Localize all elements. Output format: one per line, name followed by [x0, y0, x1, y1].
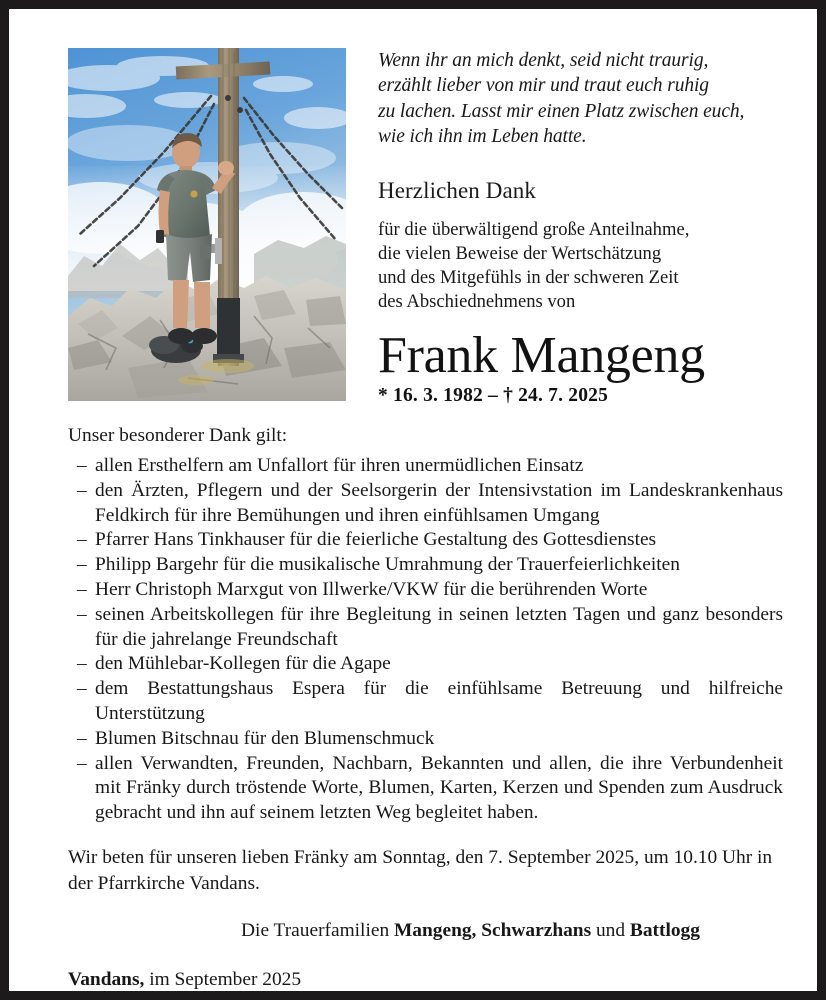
- place-and-date: [68, 967, 783, 991]
- deceased-dates: * 16. 3. 1982 – † 24. 7. 2025: [378, 385, 609, 407]
- special-thanks-intro: Unser besonderer Dank gilt:: [68, 425, 288, 446]
- obituary-page: [9, 9, 817, 991]
- list-item: [68, 479, 783, 529]
- memorial-poem: [378, 48, 783, 150]
- families-prefix: Die Trauerfamilien: [241, 920, 394, 942]
- list-item: [68, 652, 783, 677]
- summit-cross-illustration: [68, 48, 346, 401]
- list-item-text: dem Bestattungshaus Espera für die einfühlsame Betreuung und hilfreiche Unterstützung: [95, 678, 783, 724]
- bullet-dash-icon: –: [77, 653, 87, 675]
- place-name: Vandans,: [68, 969, 145, 991]
- mourning-families: [68, 918, 783, 943]
- poem-line-3: zu lachen. Lasst mir einen Platz zwischen euch,: [378, 100, 745, 122]
- body-section: [68, 423, 783, 991]
- list-item-text: Blumen Bitschnau für den Blumenschmuck: [95, 727, 435, 749]
- special-thanks-list: [68, 454, 783, 826]
- list-item-text: den Mühlebar-Kollegen für die Agape: [95, 653, 391, 675]
- thanks-body-line-2: die vielen Beweise der Wertschätzung: [378, 242, 662, 264]
- thanks-body-line-1: für die überwältigend große Anteilnahme,: [378, 218, 690, 240]
- bullet-dash-icon: –: [77, 479, 87, 501]
- list-item: [68, 528, 783, 553]
- bullet-dash-icon: –: [77, 603, 87, 625]
- list-item: [68, 603, 783, 653]
- list-item-text: Philipp Bargehr für die musikalische Umrahmung der Trauerfeierlichkeiten: [95, 554, 680, 576]
- bullet-dash-icon: –: [77, 578, 87, 600]
- service-announcement: Wir beten für unseren lieben Fränky am Sonntag, den 7. September 2025, um 10.10 Uhr in der Pfarrkirche Vandans.: [68, 846, 773, 894]
- deceased-name: Frank Mangeng: [378, 327, 705, 385]
- bullet-dash-icon: –: [77, 554, 87, 576]
- family-name-1: Mangeng, Schwarzhans: [393, 920, 592, 942]
- thanks-body-line-3: und des Mitgefühls in der schweren Zeit: [378, 267, 679, 289]
- list-item: [68, 677, 783, 727]
- bullet-dash-icon: –: [77, 529, 87, 551]
- list-item-text: allen Ersthelfern am Unfallort für ihren unermüdlichen Einsatz: [95, 455, 584, 476]
- right-column: [378, 9, 783, 407]
- list-item: [68, 578, 783, 603]
- bullet-dash-icon: –: [77, 678, 87, 700]
- list-item-text: Pfarrer Hans Tinkhauser für die feierliche Gestaltung des Gottesdienstes: [95, 529, 657, 551]
- families-conjunction: und: [591, 920, 630, 942]
- poem-line-1: Wenn ihr an mich denkt, seid nicht traurig,: [378, 50, 709, 71]
- list-item-text: Herr Christoph Marxgut von Illwerke/VKW für die berührenden Worte: [95, 578, 648, 600]
- poem-line-4: wie ich ihn im Leben hatte.: [378, 126, 587, 148]
- list-item-text: allen Verwandten, Freunden, Nachbarn, Bekannten und allen, die ihre Verbundenheit mit Fränky durch tröstende Worte, Blumen, Karten, Kerzen und Spenden zum Ausdruck gebracht und ihn auf seinem letzten Weg begleitet haben.: [95, 752, 783, 824]
- list-item: [68, 727, 783, 752]
- family-name-2: Battlogg: [629, 920, 700, 942]
- bullet-dash-icon: –: [77, 455, 87, 476]
- list-item-text: seinen Arbeitskollegen für ihre Begleitung in seinen letzten Tagen und ganz besonders für die jahrelange Freundschaft: [95, 603, 783, 650]
- list-item: [68, 553, 783, 578]
- thanks-body-line-4: des Abschiednehmens von: [378, 291, 576, 313]
- place-date-rest: im September 2025: [144, 969, 302, 991]
- top-section: [9, 9, 817, 413]
- thanks-body: [378, 218, 783, 315]
- list-item-text: den Ärzten, Pflegern und der Seelsorgerin der Intensivstation im Landeskrankenhaus Feldkirch für ihre Bemühungen und ihren einfühlsamen Umgang: [95, 479, 783, 526]
- thanks-heading: Herzlichen Dank: [378, 177, 536, 203]
- bullet-dash-icon: –: [77, 752, 87, 774]
- poem-line-2: erzählt lieber von mir und traut euch ruhig: [378, 75, 709, 97]
- bullet-dash-icon: –: [77, 727, 87, 749]
- list-item: [68, 454, 783, 479]
- deceased-photo: [68, 48, 346, 401]
- list-item: [68, 752, 783, 826]
